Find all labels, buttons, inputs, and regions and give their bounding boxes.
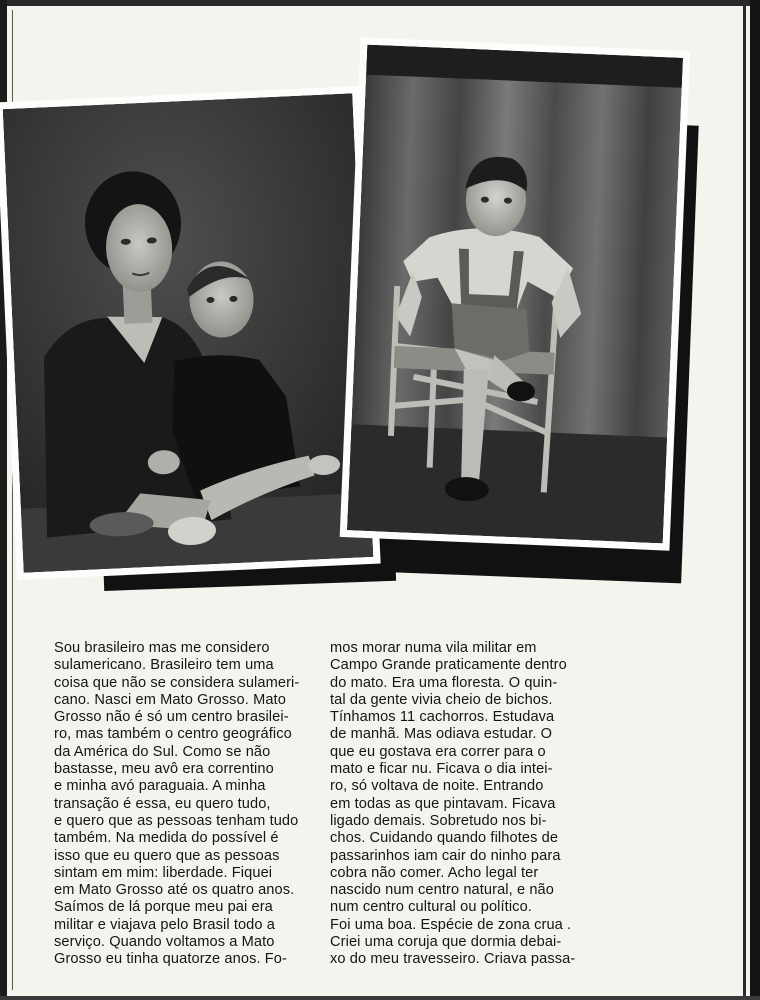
- text-line: sintam em mim: liberdade. Fiquei: [54, 864, 273, 881]
- photo-boy-on-chair: [340, 37, 691, 550]
- text-line: Campo Grande praticamente dentro: [330, 657, 567, 674]
- text-line: sulamericano. Brasileiro tem uma: [54, 657, 274, 674]
- text-line: da América do Sul. Como se não: [54, 743, 271, 760]
- text-line: cobra não comer. Acho legal ter: [330, 864, 539, 881]
- text-line: Grosso não é só um centro brasilei-: [54, 709, 289, 726]
- text-line: Saímos de lá porque meu pai era: [54, 899, 273, 916]
- text-line: e minha avó paraguaia. A minha: [54, 778, 266, 795]
- text-line: em todas as que pintavam. Ficava: [330, 795, 556, 812]
- text-line: xo do meu travesseiro. Criava passa-: [330, 951, 576, 968]
- photo-mother-with-child-image: [3, 93, 374, 572]
- text-line: do mato. Era uma floresta. O quin-: [330, 674, 558, 691]
- text-line: Grosso eu tinha quatorze anos. Fo-: [54, 951, 287, 968]
- article-column-2: [330, 640, 580, 969]
- page-edge-bottom: [0, 996, 760, 1000]
- text-line: serviço. Quando voltamos a Mato: [54, 934, 275, 951]
- photo-boy-on-chair-image: [347, 45, 683, 544]
- text-line: Sou brasileiro mas me considero: [54, 640, 270, 656]
- text-line: passarinhos iam cair do ninho para: [330, 847, 561, 864]
- text-line: ro, mas também o centro geográfico: [54, 726, 292, 743]
- text-line: Criei uma coruja que dormia debai-: [330, 934, 562, 951]
- text-line: isso que eu quero que as pessoas: [54, 847, 280, 864]
- text-line: bastasse, meu avô era correntino: [54, 761, 274, 778]
- text-line: Foi uma boa. Espécie de zona crua .: [330, 916, 572, 933]
- text-line: tal da gente vivia cheio de bichos.: [330, 691, 553, 708]
- text-line: e quero que as pessoas tenham tudo: [54, 812, 299, 829]
- text-line: chos. Cuidando quando filhotes de: [330, 830, 559, 847]
- page-edge-right: [750, 0, 760, 1000]
- text-line: ro, só voltava de noite. Entrando: [330, 778, 544, 795]
- text-line: num centro cultural ou político.: [330, 899, 532, 916]
- text-line: nascido num centro natural, e não: [330, 882, 554, 899]
- text-line: militar e viajava pelo Brasil todo a: [54, 916, 275, 933]
- text-line: mos morar numa vila militar em: [330, 640, 537, 656]
- text-line: que eu gostava era correr para o: [330, 743, 546, 760]
- page-edge-top: [0, 0, 760, 6]
- text-line: Tínhamos 11 cachorros. Estudava: [330, 709, 555, 726]
- text-line: ligado demais. Sobretudo nos bi-: [330, 812, 547, 829]
- text-line: coisa que não se considera sulameri-: [54, 674, 300, 691]
- photo-mother-with-child: [0, 86, 381, 580]
- text-line: de manhã. Mas odiava estudar. O: [330, 726, 553, 743]
- text-line: cano. Nasci em Mato Grosso. Mato: [54, 691, 286, 708]
- text-line: mato e ficar nu. Ficava o dia intei-: [330, 761, 553, 778]
- text-line: transação é essa, eu quero tudo,: [54, 795, 271, 812]
- page-rule-right: [743, 0, 746, 1000]
- text-line: em Mato Grosso até os quatro anos.: [54, 882, 295, 899]
- article-column-1: [54, 640, 306, 969]
- text-line: também. Na medida do possível é: [54, 830, 279, 847]
